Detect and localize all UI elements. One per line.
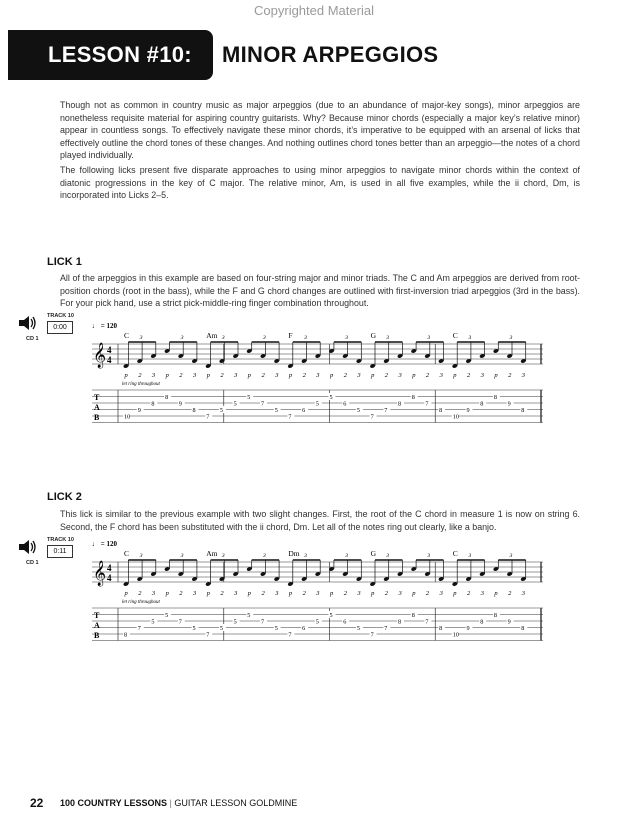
tab-number: 5 [219, 407, 223, 414]
page-number: 22 [30, 796, 44, 810]
footer-title [60, 798, 297, 808]
tab-number: 8 [521, 407, 525, 414]
lick-1-track-label: TRACK 10 [47, 313, 74, 319]
tab-number: 9 [466, 407, 470, 414]
lick-1-track-marker[interactable] [16, 312, 42, 339]
tab-number: 9 [137, 407, 141, 414]
triplet-mark: 3 [509, 553, 513, 559]
pick-finger: p [412, 590, 416, 597]
tab-number: 7 [288, 413, 292, 421]
speaker-icon [16, 312, 42, 334]
tab-number: 5 [151, 618, 155, 626]
tab-number: 5 [356, 407, 360, 414]
tab-number: 9 [466, 625, 470, 632]
chord-symbol: C [124, 549, 130, 558]
chord-symbol: F [288, 331, 293, 340]
tempo-marking: ♩ = 120 [92, 540, 117, 548]
triplet-mark: 3 [304, 553, 307, 559]
time-signature-bottom: 4 [107, 355, 112, 365]
tab-number: 5 [233, 400, 237, 408]
tab-number: 7 [261, 618, 265, 626]
tab-number: 8 [151, 400, 155, 408]
pick-finger: 2 [261, 372, 265, 379]
lick-2-description: This lick is similar to the previous example with two slight changes. First, the root of the C chord in measure 1 is now on string 6. Second, the F chord has been substituted with the ii chord, Dm. Let all of the notes ring out clearly, like a banjo. [60, 509, 580, 532]
tab-number: 7 [261, 400, 265, 408]
pick-finger: 3 [439, 590, 443, 597]
pick-finger: 3 [521, 590, 526, 597]
lick-1-heading: LICK 1 [47, 256, 82, 268]
pick-finger: 2 [508, 590, 512, 597]
triplet-mark: 3 [345, 335, 348, 341]
tab-number: 10 [124, 413, 131, 421]
triplet-mark: 3 [509, 335, 513, 341]
pick-finger: 2 [220, 590, 224, 597]
tab-number: 8 [124, 631, 128, 639]
tab-number: 6 [343, 618, 347, 626]
let-ring-instruction: let ring throughout [122, 382, 160, 387]
triplet-mark: 3 [427, 553, 431, 559]
tab-clef-letter: T [94, 611, 100, 620]
pick-finger: 3 [193, 590, 197, 597]
tab-number: 5 [192, 625, 196, 632]
tab-number: 5 [165, 612, 169, 619]
pick-finger: 2 [220, 372, 224, 379]
tab-number: 6 [302, 625, 306, 632]
tab-clef-letter: B [94, 413, 100, 422]
pick-finger: 3 [316, 590, 320, 597]
triplet-mark: 3 [468, 335, 472, 341]
pick-finger: p [371, 590, 375, 597]
pick-finger: 3 [275, 372, 279, 379]
tab-number: 8 [521, 625, 525, 632]
lick-2-heading: LICK 2 [47, 491, 82, 503]
tab-number: 7 [370, 413, 374, 421]
lick-2-track-marker[interactable] [16, 536, 42, 563]
pick-finger: p [494, 372, 498, 379]
tab-number: 7 [425, 618, 429, 626]
tab-number: 10 [452, 413, 459, 421]
pick-finger: 2 [467, 590, 471, 597]
pick-finger: 2 [179, 590, 183, 597]
lick-1-notation [90, 320, 545, 426]
tab-number: 6 [343, 400, 347, 408]
pick-finger: 2 [261, 590, 265, 597]
chord-symbol: Am [206, 549, 218, 558]
footer-book-title: 100 COUNTRY LESSONS [60, 798, 168, 808]
tab-number: 5 [356, 625, 360, 632]
tab-number: 7 [370, 631, 374, 639]
chord-symbol: Dm [288, 549, 300, 558]
pick-finger: p [288, 590, 293, 597]
triplet-mark: 3 [386, 335, 390, 341]
tempo-marking: ♩ = 120 [92, 322, 117, 330]
pick-finger: 2 [343, 372, 347, 379]
pick-finger: 2 [425, 372, 430, 379]
pick-finger: 3 [439, 372, 443, 379]
tab-number: 7 [384, 625, 388, 632]
lick-2-notation [90, 538, 545, 644]
pick-finger: p [371, 372, 375, 379]
pick-finger: p [206, 372, 210, 379]
pick-finger: 3 [151, 372, 156, 379]
tab-number: 8 [411, 612, 415, 619]
pick-finger: p [124, 590, 128, 597]
tab-number: 5 [219, 625, 223, 632]
pick-finger: 2 [508, 372, 512, 379]
tab-number: 8 [398, 618, 402, 626]
tab-number: 7 [384, 407, 388, 414]
pick-finger: 3 [151, 590, 156, 597]
tab-number: 8 [192, 407, 196, 414]
tab-number: 5 [274, 407, 278, 414]
tab-clef-letter: B [94, 631, 100, 640]
tab-clef-letter: A [94, 403, 100, 412]
pick-finger: 3 [357, 590, 361, 597]
copyright-watermark: Copyrighted Material [254, 3, 374, 18]
chord-symbol: C [124, 331, 130, 340]
tab-number: 7 [178, 618, 182, 626]
pick-finger: 2 [343, 590, 347, 597]
tab-number: 8 [493, 612, 497, 619]
triplet-mark: 3 [304, 335, 307, 341]
triplet-mark: 3 [221, 335, 225, 341]
chord-symbol: G [370, 331, 377, 340]
lick-1-description: All of the arpeggios in this example are based on four-string major and minor triads. The C and Am arpeggios are derived from root-position chords (root in the bass), while the F and G chord changes are outlined with first-inversion triad arpeggios (3rd in the bass). For your pick hand, use a strict pick-middle-ring finger combination throughout. [60, 273, 580, 309]
treble-clef: 𝄞 [93, 560, 107, 585]
pick-finger: p [124, 372, 128, 379]
intro-paragraph-2: The following licks present five disparate approaches to using minor arpeggios to navigate minor chords within the context of diatonic progressions in the key of C major. The relative minor, Am, is used in all five examples, while the ii chord, Dm, is incorporated into Licks 2–5. [60, 165, 580, 201]
chord-symbol: C [452, 549, 458, 558]
tab-clef-letter: A [94, 621, 100, 630]
triplet-mark: 3 [468, 553, 472, 559]
lesson-number-banner [8, 30, 213, 80]
pick-finger: 2 [302, 372, 306, 379]
lesson-title: MINOR ARPEGGIOS [222, 42, 439, 67]
triplet-mark: 3 [180, 335, 184, 341]
tab-number: 8 [480, 400, 484, 408]
tab-number: 9 [507, 618, 511, 626]
pick-finger: p [453, 590, 457, 597]
pick-finger: 3 [398, 590, 402, 597]
pick-finger: 2 [425, 590, 430, 597]
time-signature-bottom: 4 [107, 573, 112, 583]
pick-finger: p [412, 372, 416, 379]
tab-number: 8 [398, 400, 402, 408]
chord-symbol: Am [206, 331, 218, 340]
time-signature-top: 4 [107, 563, 112, 573]
pick-finger: 3 [234, 372, 238, 379]
triplet-mark: 3 [386, 553, 390, 559]
triplet-mark: 3 [180, 553, 184, 559]
tab-number: 5 [247, 612, 251, 619]
tab-number: 5 [247, 394, 251, 401]
pick-finger: p [288, 372, 293, 379]
lick-2-track-label: TRACK 10 [47, 537, 74, 543]
triplet-mark: 3 [345, 553, 348, 559]
pick-finger: p [453, 372, 457, 379]
footer-series: GUITAR LESSON GOLDMINE [174, 798, 298, 808]
tab-number: 7 [425, 400, 429, 408]
time-signature-top: 4 [107, 345, 112, 355]
triplet-mark: 3 [427, 335, 431, 341]
tab-number: 5 [329, 394, 333, 401]
tab-number: 5 [274, 625, 278, 632]
pick-finger: 3 [193, 372, 197, 379]
pick-finger: 2 [384, 372, 389, 379]
tab-number: 8 [439, 625, 443, 632]
pick-finger: 2 [138, 590, 142, 597]
footer-separator: | [169, 798, 175, 808]
triplet-mark: 3 [263, 553, 266, 559]
pick-finger: 2 [179, 372, 183, 379]
tab-number: 8 [165, 394, 169, 401]
tab-number: 5 [329, 612, 333, 619]
pick-finger: p [247, 372, 252, 379]
tab-number: 7 [206, 631, 210, 639]
pick-finger: 3 [521, 372, 526, 379]
tab-number: 7 [137, 625, 141, 632]
tab-clef-letter: T [94, 393, 100, 402]
lick-1-track-time: 0:00 [47, 321, 73, 334]
pick-finger: p [330, 590, 334, 597]
pick-finger: 3 [480, 590, 484, 597]
pick-finger: p [206, 590, 210, 597]
tab-number: 5 [315, 618, 319, 626]
triplet-mark: 3 [139, 335, 143, 341]
tab-number: 8 [493, 394, 497, 401]
lick-1-cd-label: CD 1 [26, 336, 39, 342]
lick-2-track-time: 0:11 [47, 545, 73, 558]
tab-number: 6 [302, 407, 306, 414]
tab-number: 8 [439, 407, 443, 414]
pick-finger: 3 [234, 590, 238, 597]
pick-finger: 3 [357, 372, 361, 379]
pick-finger: p [494, 590, 498, 597]
chord-symbol: G [370, 549, 377, 558]
triplet-mark: 3 [221, 553, 225, 559]
pick-finger: 2 [467, 372, 471, 379]
triplet-mark: 3 [139, 553, 143, 559]
lick-2-cd-label: CD 1 [26, 560, 39, 566]
tab-number: 5 [233, 618, 237, 626]
tab-number: 8 [480, 618, 484, 626]
pick-finger: 2 [384, 590, 389, 597]
tab-number: 5 [315, 400, 319, 408]
treble-clef: 𝄞 [93, 342, 107, 367]
tab-number: 10 [452, 631, 459, 639]
speaker-icon [16, 536, 42, 558]
tab-number: 9 [507, 400, 511, 408]
tab-number: 8 [411, 394, 415, 401]
pick-finger: 3 [275, 590, 279, 597]
pick-finger: 2 [138, 372, 142, 379]
tab-number: 9 [178, 400, 182, 408]
tab-number: 7 [206, 413, 210, 421]
tab-number: 7 [288, 631, 292, 639]
chord-symbol: C [452, 331, 458, 340]
pick-finger: 3 [398, 372, 402, 379]
pick-finger: 3 [316, 372, 320, 379]
triplet-mark: 3 [263, 335, 266, 341]
pick-finger: p [165, 372, 169, 379]
lesson-number: LESSON #10: [48, 42, 192, 67]
pick-finger: p [165, 590, 169, 597]
pick-finger: p [247, 590, 252, 597]
pick-finger: p [330, 372, 334, 379]
pick-finger: 3 [480, 372, 484, 379]
pick-finger: 2 [302, 590, 306, 597]
intro-paragraph-1: Though not as common in country music as major arpeggios (due to an abundance of major-key songs), minor arpeggios are nonetheless requisite material for aspiring country guitarists. Why? Because minor chords (especially a major key’s relative minor) appear in countless songs. To effectively navigate these minor chords, it’s imperative to be equipped with an arsenal of licks that effectively outline the chord tones of these changes. And nothing outlines chord tones better than an arpeggio—the notes of a chord played individually. [60, 100, 580, 161]
let-ring-instruction: let ring throughout [122, 600, 160, 605]
